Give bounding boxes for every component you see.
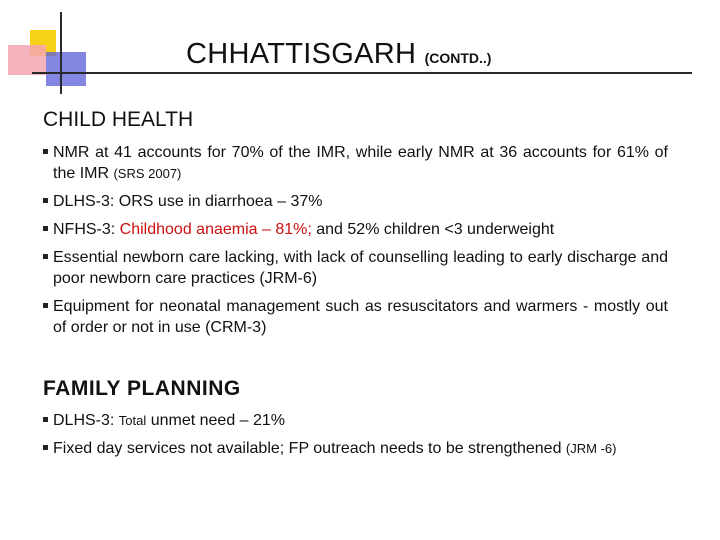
decor-blue-square bbox=[46, 52, 86, 86]
bullet-text-suffix: and 52% children <3 underweight bbox=[311, 221, 555, 238]
slide-title bbox=[186, 38, 491, 71]
title-main: CHHATTISGARH bbox=[186, 38, 417, 70]
bullet-source: (SRS 2007) bbox=[113, 166, 182, 181]
decor-pink-square bbox=[8, 45, 46, 75]
bullet-text: DLHS-3: ORS use in diarrhoea – 37% bbox=[53, 193, 323, 210]
bullet-icon bbox=[43, 417, 48, 422]
bullet-text-prefix: DLHS-3: bbox=[53, 412, 119, 429]
list-item bbox=[43, 247, 668, 289]
bullet-source: (JRM -6) bbox=[565, 441, 617, 456]
bullet-text-prefix: NFHS-3: bbox=[53, 221, 120, 238]
list-item bbox=[43, 438, 668, 459]
bullet-icon bbox=[43, 303, 48, 308]
family-planning-heading: FAMILY PLANNING bbox=[43, 377, 241, 400]
list-item bbox=[43, 410, 668, 431]
list-item bbox=[43, 142, 668, 184]
list-item bbox=[43, 191, 668, 212]
bullet-text: Equipment for neonatal management such as resuscitators and warmers - mostly out of order or not in use (CRM-3) bbox=[53, 298, 668, 336]
bullet-icon bbox=[43, 198, 48, 203]
bullet-text: Fixed day services not available; FP outreach needs to be strengthened bbox=[53, 440, 562, 457]
list-item bbox=[43, 219, 668, 240]
bullet-icon bbox=[43, 149, 48, 154]
bullet-text: Essential newborn care lacking, with lack of counselling leading to early discharge and poor newborn care practices (JRM-6) bbox=[53, 249, 668, 287]
bullet-icon bbox=[43, 254, 48, 259]
bullet-small-text: Total bbox=[118, 413, 147, 428]
child-health-heading: CHILD HEALTH bbox=[43, 108, 194, 131]
child-health-list bbox=[43, 142, 668, 345]
highlight-text: Childhood anaemia – 81%; bbox=[119, 221, 312, 238]
decor-vertical-line bbox=[60, 12, 62, 94]
title-suffix: (CONTD..) bbox=[424, 50, 492, 66]
bullet-text-suffix: unmet need – 21% bbox=[146, 412, 286, 429]
bullet-icon bbox=[43, 445, 48, 450]
list-item bbox=[43, 296, 668, 338]
bullet-text: NMR at 41 accounts for 70% of the IMR, while early NMR at 36 accounts for 61% of the IMR bbox=[53, 144, 668, 182]
family-planning-list bbox=[43, 410, 668, 466]
decor-horizontal-line bbox=[32, 72, 692, 74]
bullet-icon bbox=[43, 226, 48, 231]
